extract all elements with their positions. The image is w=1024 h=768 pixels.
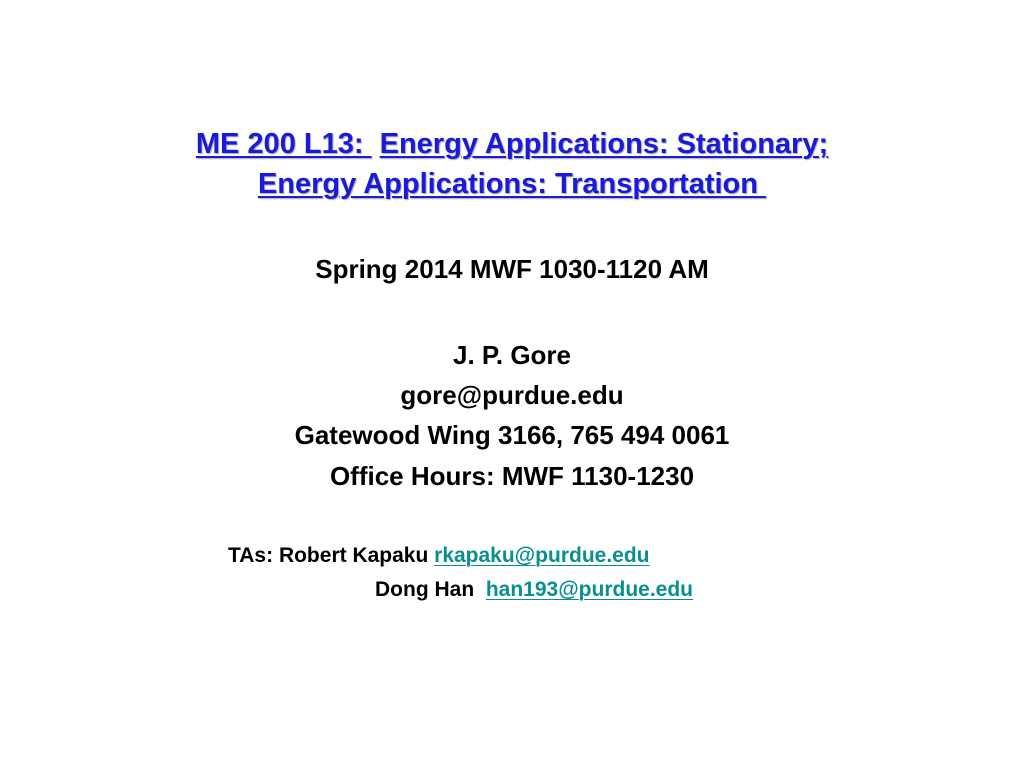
ta-label: TAs: Robert Kapaku [228, 544, 435, 567]
ta-line-2 [375, 576, 693, 604]
instructor-name: J. P. Gore [452, 340, 572, 370]
slide-title-line-2 [0, 165, 1024, 203]
ta2-name: Dong Han [375, 578, 486, 601]
instructor-email: gore@purdue.edu [400, 380, 624, 410]
ta2-email-link[interactable]: han193@purdue.edu [485, 578, 694, 601]
slide-title-line-1 [0, 125, 1024, 163]
ta-line-1 [228, 542, 650, 570]
ta1-email-link[interactable]: rkapaku@purdue.edu [434, 544, 650, 567]
course-schedule: Spring 2014 MWF 1030-1120 AM [315, 254, 709, 284]
instructor-office-hours: Office Hours: MWF 1130-1230 [329, 461, 695, 491]
instructor-office: Gatewood Wing 3166, 765 494 0061 [294, 420, 730, 450]
title-topic-transportation: Energy Applications: Transportation [257, 168, 767, 200]
title-topic-stationary: Energy Applications: Stationary; [379, 128, 829, 160]
course-code: ME 200 L13: [195, 128, 372, 160]
